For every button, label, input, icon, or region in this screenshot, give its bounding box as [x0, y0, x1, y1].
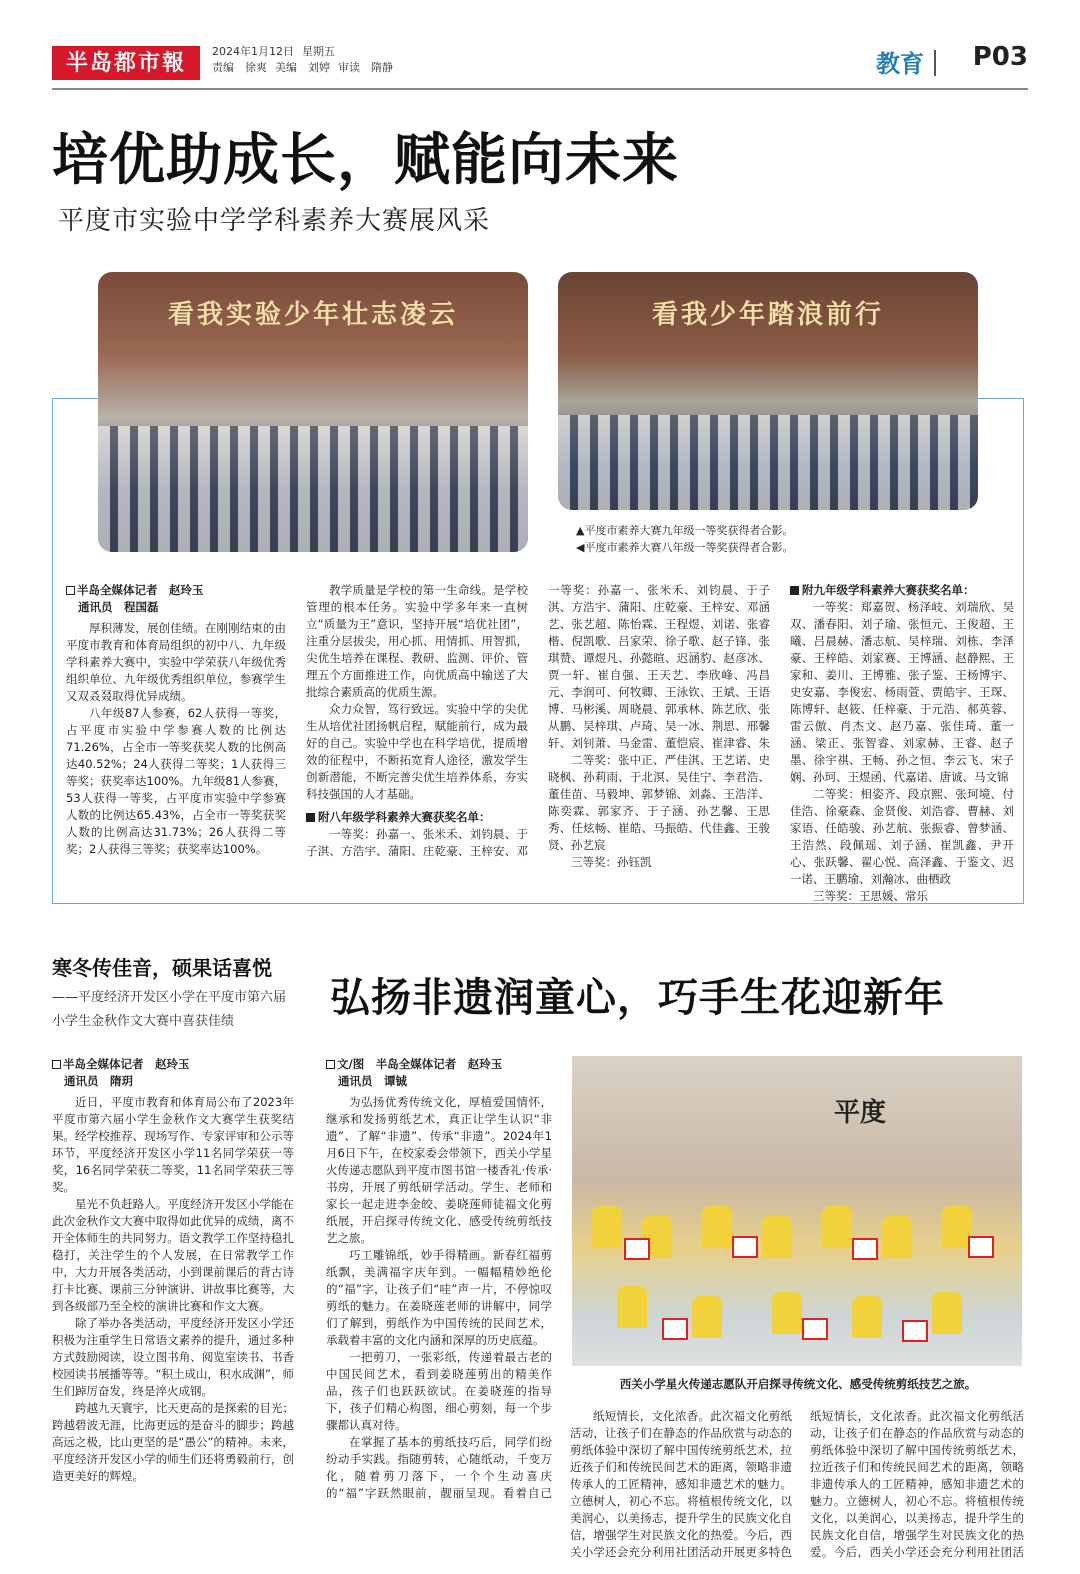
award-list-heading [790, 582, 1014, 599]
award-list-second: 二等奖：张中正、严佳淇、王艺诺、史晓枫、孙莉雨、于北溟、吴佳宁、李君浩、董佳苗、马毅坤、郭梦锦、刘淼、王浩洋、陈奕霖、郭家齐、于子涵、孙艺馨、王思秀、任炫畅、崔皓、马振皓、代佳鑫、王骏贤、孙艺宸 [548, 753, 770, 852]
award-list-third: 三等奖：王思媛、常乐 [813, 889, 928, 903]
issue-date: 2024年1月12日 [212, 45, 294, 58]
reviewer-credit: 审读 隋静 [338, 61, 393, 74]
square-icon [326, 1060, 335, 1069]
article3-headline: 弘扬非遗润童心，巧手生花迎新年 [330, 975, 945, 1021]
paragraph: 除了举办各类活动，平度经济开发区小学还积极为注重学生日常语文素养的提升，通过多种方式鼓励阅读，设立图书角、阅览室读书、书香校园读书展播等等。“积土成山，积水成渊”，师生们踔厉奋发，终是淬火成钢。 [52, 1316, 294, 1398]
main-subhead: 平度市实验中学学科素养大赛展风采 [58, 206, 491, 236]
square-icon [790, 586, 799, 595]
papercut-artwork [802, 1318, 828, 1340]
paragraph: 跨越九天寰宇，比天更高的是探索的目光；跨越碧波无涯，比海更远的是奋斗的脚步；跨越高远之极，比山更坚的是“愚公”的精神。未来，平度经济开发区小学的师生们还将勇毅前行，创造更美好的辉煌。 [52, 1401, 294, 1483]
masthead [52, 40, 1028, 86]
designer-credit: 美编 刘婷 [275, 61, 330, 74]
group-photo-grade9 [98, 272, 528, 552]
byline [52, 1056, 294, 1090]
square-icon [66, 586, 75, 595]
article2-headline: 寒冬传佳音，硕果话喜悦 [52, 956, 272, 980]
award-list-heading-text: 附九年级学科素养大赛获奖名单： [802, 583, 975, 597]
byline [66, 582, 286, 616]
students-crowd [558, 415, 978, 510]
paragraph: 为弘扬优秀传统文化，厚植爱国情怀，继承和发扬剪纸艺术，真正让学生认识“非遗”、了解“非遗”、传承“非遗”。2024年1月6日下午，在校家委会带领下，西关小学星火传递志愿队到平度市图书馆一楼香礼·传承·书房，开展了剪纸研学活动。学生、老师和家长一起走进李金皎、姜晓莲师徒福文化剪纸展，开启探寻传统文化、感受传统剪纸技艺之旅。 [326, 1095, 552, 1245]
papercut-artwork [624, 1238, 650, 1260]
byline-reporter: 半岛全媒体记者 赵玲玉 [77, 583, 204, 597]
award-list-third: 三等奖：孙钰凯 [571, 855, 652, 869]
award-list-first: 一等奖：郑嘉贺、杨泽岐、刘瑞欣、吴双、潘春阳、刘子瑜、张恒元、王俊超、王曦、吕晨赫、潘志航、吴梓瑞、刘栋、李泽豪、王梓皓、刘家赛、王博涵、赵静熙、王家和、姜川、王博雅、张子鉴、王杨博宇、史安嘉、李俊宏、杨雨萱、贾皓宇、王琛、陈博轩、赵筱、任梓豪、于元浩、郝英蓉、雷云傲、肖杰文、赵乃嘉、张佳琦、董一涵、梁正、张智睿、刘家赫、王睿、赵子墨、徐宇祺、王畅、孙之恒、李云飞、宋子娴、孙珂、王煜函、代嘉诺、唐诚、马文锦 [790, 600, 1014, 784]
newspaper-logo: 半岛都市報 [52, 46, 200, 80]
photo-caption: 西关小学星火传递志愿队开启探寻传统文化、感受传统剪纸技艺之旅。 [619, 1377, 977, 1391]
paragraph: 巧工雕锦纸，妙手得精画。新春红福剪纸飘，美满福字庆年到。一幅幅精妙绝伦的“福”字，让孩子们“哇”声一片，不停惊叹剪纸的魅力。在姜晓莲老师的讲解中，同学们了解到，剪纸作为中国传统的民间艺术，承载着丰富的文化内涵和深厚的历史底蕴。 [326, 1248, 552, 1347]
paragraph: 在掌握了基本的剪纸技巧后，同学们纷纷动手实践。指随剪转，心随纸动，千变万化，随着剪刀落下，一个个生动喜庆的“福”字跃然眼前，靓丽呈现。看着自己 [326, 1435, 552, 1500]
paragraph: 教学质量是学校的第一生命线。是学校管理的根本任务。实验中学多年来一直树立“质量为王”意识，坚持开展“培优社团”，注重分层拔尖，用心抓、用情抓、用智抓，尖优生培养在课程、教研、监测、评价、管理五个方面推进工作，向优质高中输送了大批综合素质高的优质生源。 [306, 583, 528, 699]
byline-reporter: 半岛全媒体记者 赵玲玉 [63, 1057, 190, 1071]
paragraph: 厚积薄发，展创佳绩。在刚刚结束的由平度市教育和体育局组织的初中八、九年级学科素养大赛中，实验中学荣获八年级优秀组织单位、九年级优秀组织单位，参赛学生又双叒叕取得优异成绩。 [66, 621, 286, 703]
byline-correspondent: 通讯员 程国磊 [78, 600, 159, 614]
student-figure [772, 1292, 802, 1334]
award-list-second: 二等奖：相姿齐、段京熙、张珂境、付佳浩、徐豪森、金贤俊、刘浩睿、曹赫、刘家语、任皓骏、孙艺航、张振睿、曾梦涵、王浩然、段佩瑶、刘子涵、崔凯鑫、尹开心、张跃馨、翟心悦、高泽鑫、于鉴文、迟一诺、王鹏瑜、刘瀚冰、曲栖政 [790, 787, 1014, 886]
students-crowd [98, 426, 528, 552]
byline-reporter: 文/图 半岛全媒体记者 赵玲玉 [337, 1057, 503, 1071]
byline [326, 1056, 552, 1090]
papercut-artwork [902, 1320, 928, 1342]
section-divider [934, 50, 936, 76]
issue-info [212, 44, 401, 76]
photo-caption: ▲平度市素养大赛九年级一等奖获得者合影。 [576, 524, 794, 537]
calligraphy-text: 平度 [834, 1098, 887, 1128]
article-column [790, 582, 1014, 905]
square-icon [306, 813, 315, 822]
student-figure [617, 1286, 647, 1328]
papercut-artwork [662, 1318, 688, 1340]
award-list-heading [306, 809, 528, 826]
article2-subhead: ——平度经济开发区小学在平度市第六届小学生金秋作文大赛中喜获佳绩 [52, 990, 287, 1029]
paragraph: 纸短情长，文化浓香。此次福文化剪纸活动，让孩子们在静态的作品欣赏与动态的剪纸体验中深切了解中国传统剪纸艺术，拉近孩子们和传统民间艺术的距离，领略非遗传承人的工匠精神，感知非遗艺术的魅力。立德树人，初心不忘。将植根传统文化，以美润心，以美扬志，提升学生的民族文化自信，增强学生对民族文化的热爱。今后，西关小学还会充分利用社团活 [810, 1409, 1024, 1558]
square-icon [52, 1060, 61, 1069]
photo-captions [576, 522, 793, 556]
masthead-rule [52, 88, 1028, 90]
papercut-artwork [968, 1236, 994, 1258]
paragraph: 一把剪刀，一张彩纸，传递着最古老的中国民间艺术，看到姜晓莲剪出的精美作品，孩子们也跃跃欲试。在姜晓莲的指导下，孩子们精心构图，细心剪刻，每一个步骤都认真对待。 [326, 1350, 552, 1432]
issue-weekday: 星期五 [302, 45, 335, 58]
article-column [570, 1408, 792, 1558]
article-column [548, 582, 770, 871]
paragraph: 八年级87人参赛，62人获得一等奖，占平度市实验中学参赛人数的比例达71.26%，占全市一等奖获奖人数的比例高达40.52%；24人获得二等奖；1人获得三等奖；获奖率达100%。九年级81人参赛，53人获得一等奖，占平度市实验中学参赛人数的比例达65.43%，占全市一等奖获奖人数的比例高达31.73%；26人获得二等奖；2人获得三等奖；获奖率达100%。 [66, 706, 287, 856]
paragraph: 众力众智，笃行致远。实验中学的尖优生从培优社团扬帆启程，赋能前行，成为最好的自己。实验中学也在科学培优，提质增效的征程中，不断拓宽育人途径，激发学生创新潜能，不断完善尖优生培养体系，夯实科技强国的人才基础。 [306, 702, 528, 801]
article-column [810, 1408, 1024, 1558]
award-list-first-cont: 一等奖：孙嘉一、张米禾、刘钧晨、于子淇、方浩宇、蒲阳、庄乾豪、王梓安、邓涵艺、张艺超、陈怡霖、王程煜、刘诺、张睿楷、倪凯歌、吕家荣、徐子歌、赵子锋、张琪赞、谭煜凡、孙懿暄、迟涵豹、赵彦冰、贾一轩、崔自强、王天艺、李欣峰、冯昌元、李润可、何牧卿、王泳钦、王斌、王语博、马彬溪、周晓晨、郭承林、陈艺欣、张从鹏、吴梓琪、卢琦、吴一冰、荆思、邢馨轩、刘钊萧、马金雷、董恺宸、崔津睿、朱 [548, 583, 770, 750]
paragraph: 星光不负赶路人。平度经济开发区小学能在此次金秋作文大赛中取得如此优异的成绩，离不开全体师生的共同努力。语文教学工作坚持稳扎稳打，关注学生的个人发展，在日常教学工作中，大力开展各类活动，小到课前课后的背古诗打卡比赛、课前三分钟演讲、讲故事比赛等，大到各级部乃至全校的演讲比赛和作文大赛。 [52, 1197, 294, 1313]
student-figure [852, 1296, 882, 1338]
student-figure [822, 1206, 852, 1248]
section-label: 教育 [876, 50, 924, 78]
student-figure [882, 1216, 912, 1258]
main-headline: 培优助成长，赋能向未来 [52, 128, 679, 193]
student-figure [692, 1296, 722, 1338]
article-column [326, 1056, 552, 1502]
student-figure [592, 1206, 622, 1248]
award-list-heading-text: 附八年级学科素养大赛获奖名单： [318, 810, 491, 824]
byline-correspondent: 通讯员 谭铖 [338, 1074, 407, 1088]
student-figure [932, 1292, 962, 1334]
group-photo-grade8 [558, 272, 978, 510]
byline-correspondent: 通讯员 隋玥 [64, 1074, 133, 1088]
editor-credit: 责编 徐爽 [212, 61, 267, 74]
photo-banner-text: 看我实验少年壮志凌云 [167, 300, 458, 330]
paragraph: 纸短情长，文化浓香。此次福文化剪纸活动，让孩子们在静态的作品欣赏与动态的剪纸体验中深切了解中国传统剪纸艺术，拉近孩子们和传统民间艺术的距离，领略非遗传承人的工匠精神，感知非遗艺术的魅力。立德树人，初心不忘。将植根传统文化，以美润心，以美扬志，提升学生的民族文化自信，增强学生对民族文化的热爱。今后，西关小学还会充分利用社团活动开展更多特色 [570, 1409, 792, 1558]
article-column [66, 582, 286, 858]
paragraph: 近日，平度市教育和体育局公布了2023年平度市第六届小学生金秋作文大赛学生获奖结果。经学校推荐、现场写作、专家评审和公示等环节，平度经济开发区小学11名同学荣获一等奖，16名同学荣获二等奖，11名同学荣获三等奖。 [52, 1095, 294, 1194]
photo-caption: ◀平度市素养大赛八年级一等奖获得者合影。 [576, 541, 794, 554]
papercut-artwork [852, 1238, 878, 1260]
papercut-activity-photo [572, 1056, 1022, 1366]
student-figure [762, 1216, 792, 1258]
photo-banner-text: 看我少年踏浪前行 [651, 300, 884, 330]
article-column [52, 1056, 294, 1485]
award-list-first: 一等奖：孙嘉一、张米禾、刘钧晨、于子淇、方浩宇、蒲阳、庄乾豪、王梓安、邓 [306, 827, 528, 858]
article-column [306, 582, 528, 860]
page-number: P03 [972, 42, 1028, 72]
papercut-artwork [732, 1236, 758, 1258]
student-figure [702, 1206, 732, 1248]
